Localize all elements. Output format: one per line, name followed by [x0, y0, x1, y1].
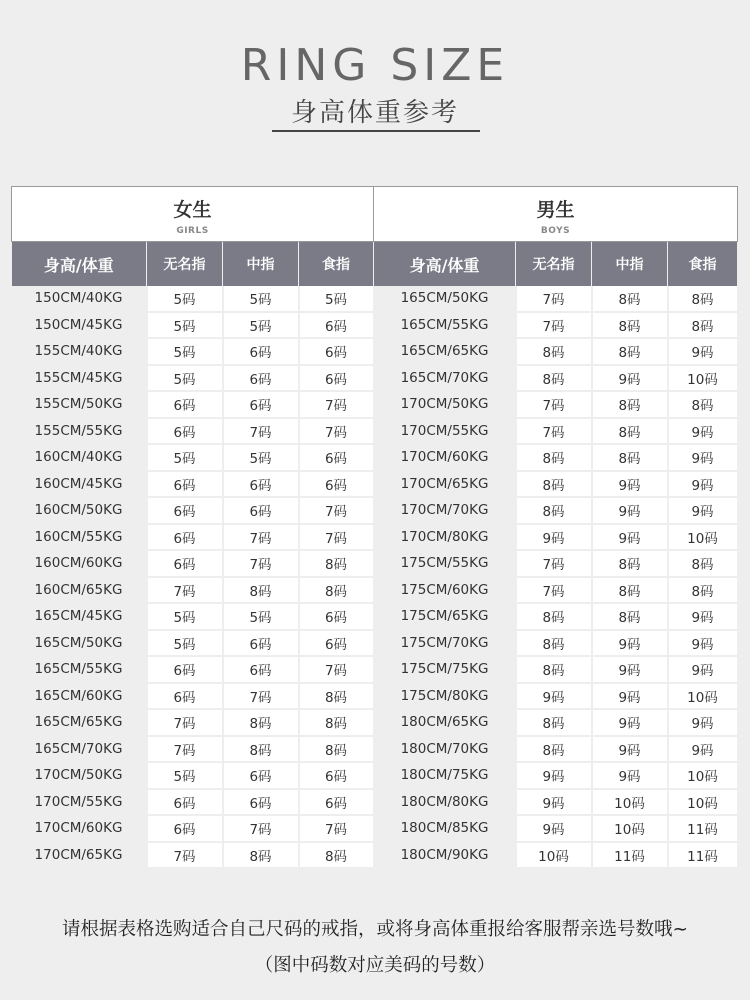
boys-height-weight-cell: 170CM/65KG — [374, 471, 516, 498]
girls-size-cell: 7码 — [147, 577, 223, 604]
boys-size-cell: 8码 — [592, 577, 668, 604]
table-row — [12, 418, 738, 445]
table-row — [12, 524, 738, 551]
girls-size-cell: 7码 — [299, 815, 374, 842]
boys-size-cell: 10码 — [592, 815, 668, 842]
boys-size-cell: 9码 — [668, 603, 738, 630]
boys-height-weight-cell: 180CM/75KG — [374, 762, 516, 789]
boys-size-cell: 9码 — [592, 524, 668, 551]
boys-size-cell: 8码 — [516, 365, 592, 392]
col-header-height-weight: 身高/体重 — [12, 242, 147, 287]
boys-size-cell: 11码 — [592, 842, 668, 869]
table-row — [12, 338, 738, 365]
col-header-ring-finger: 无名指 — [147, 242, 223, 287]
boys-size-cell: 9码 — [592, 736, 668, 763]
girls-size-cell: 5码 — [147, 312, 223, 339]
boys-size-cell: 9码 — [668, 709, 738, 736]
boys-height-weight-cell: 165CM/65KG — [374, 338, 516, 365]
col-header-middle-finger: 中指 — [223, 242, 299, 287]
table-row — [12, 550, 738, 577]
girls-size-cell: 6码 — [147, 524, 223, 551]
girls-height-weight-cell: 165CM/45KG — [12, 603, 147, 630]
boys-size-cell: 7码 — [516, 286, 592, 312]
boys-height-weight-cell: 180CM/70KG — [374, 736, 516, 763]
boys-size-cell: 9码 — [668, 338, 738, 365]
table-row — [12, 471, 738, 498]
boys-height-weight-cell: 170CM/55KG — [374, 418, 516, 445]
girls-size-cell: 8码 — [223, 577, 299, 604]
girls-size-cell: 6码 — [147, 683, 223, 710]
girls-height-weight-cell: 160CM/40KG — [12, 444, 147, 471]
boys-size-cell: 9码 — [516, 683, 592, 710]
boys-size-cell: 11码 — [668, 842, 738, 869]
boys-size-cell: 9码 — [516, 762, 592, 789]
boys-size-cell: 8码 — [516, 471, 592, 498]
girls-size-cell: 7码 — [223, 815, 299, 842]
boys-header — [374, 187, 738, 242]
page-title: RING SIZE — [240, 40, 510, 91]
size-table-container — [11, 186, 737, 869]
boys-height-weight-cell: 170CM/50KG — [374, 391, 516, 418]
boys-size-cell: 7码 — [516, 418, 592, 445]
girls-height-weight-cell: 170CM/60KG — [12, 815, 147, 842]
girls-height-weight-cell: 155CM/50KG — [12, 391, 147, 418]
girls-size-cell: 6码 — [299, 762, 374, 789]
table-row — [12, 577, 738, 604]
girls-size-cell: 6码 — [147, 789, 223, 816]
girls-size-cell: 5码 — [147, 286, 223, 312]
boys-height-weight-cell: 180CM/80KG — [374, 789, 516, 816]
girls-header — [12, 187, 374, 242]
boys-size-cell: 8码 — [516, 630, 592, 657]
table-row — [12, 683, 738, 710]
girls-size-cell: 7码 — [299, 391, 374, 418]
boys-size-cell: 9码 — [668, 497, 738, 524]
girls-height-weight-cell: 170CM/65KG — [12, 842, 147, 869]
boys-height-weight-cell: 165CM/55KG — [374, 312, 516, 339]
col-header-height-weight: 身高/体重 — [374, 242, 516, 287]
table-row — [12, 762, 738, 789]
boys-height-weight-cell: 170CM/60KG — [374, 444, 516, 471]
boys-label: 男生 — [536, 198, 575, 221]
girls-height-weight-cell: 165CM/70KG — [12, 736, 147, 763]
girls-size-cell: 5码 — [147, 603, 223, 630]
girls-size-cell: 5码 — [299, 286, 374, 312]
girls-size-cell: 8码 — [299, 550, 374, 577]
girls-height-weight-cell: 155CM/45KG — [12, 365, 147, 392]
girls-height-weight-cell: 150CM/40KG — [12, 286, 147, 312]
girls-size-cell: 6码 — [223, 497, 299, 524]
boys-size-cell: 8码 — [668, 391, 738, 418]
boys-size-cell: 10码 — [592, 789, 668, 816]
girls-size-cell: 6码 — [223, 338, 299, 365]
girls-size-cell: 6码 — [147, 815, 223, 842]
footer-note-2: （图中码数对应美码的号数） — [254, 955, 496, 976]
boys-height-weight-cell: 180CM/85KG — [374, 815, 516, 842]
girls-size-cell: 8码 — [299, 709, 374, 736]
girls-size-cell: 6码 — [223, 630, 299, 657]
girls-size-cell: 8码 — [299, 842, 374, 869]
boys-size-cell: 9码 — [592, 656, 668, 683]
girls-height-weight-cell: 160CM/50KG — [12, 497, 147, 524]
girls-size-cell: 8码 — [223, 736, 299, 763]
girls-size-cell: 6码 — [147, 391, 223, 418]
girls-size-cell: 6码 — [299, 338, 374, 365]
boys-size-cell: 8码 — [668, 312, 738, 339]
table-row — [12, 656, 738, 683]
boys-size-cell: 7码 — [516, 312, 592, 339]
girls-height-weight-cell: 165CM/60KG — [12, 683, 147, 710]
girls-size-cell: 7码 — [223, 418, 299, 445]
girls-size-cell: 7码 — [299, 656, 374, 683]
boys-height-weight-cell: 180CM/90KG — [374, 842, 516, 869]
boys-size-cell: 10码 — [668, 789, 738, 816]
boys-size-cell: 9码 — [592, 471, 668, 498]
boys-height-weight-cell: 175CM/80KG — [374, 683, 516, 710]
boys-size-cell: 9码 — [516, 789, 592, 816]
footer-note: 请根据表格选购适合自己尺码的戒指，或将身高体重报给客服帮亲选号数哦~ — [61, 919, 688, 940]
boys-size-cell: 7码 — [516, 550, 592, 577]
boys-size-cell: 8码 — [592, 391, 668, 418]
girls-size-cell: 6码 — [223, 762, 299, 789]
page-subtitle: 身高体重参考 — [290, 98, 459, 128]
boys-size-cell: 9码 — [592, 683, 668, 710]
boys-size-cell: 8码 — [592, 312, 668, 339]
boys-size-cell: 8码 — [668, 577, 738, 604]
girls-size-cell: 7码 — [299, 497, 374, 524]
table-row — [12, 736, 738, 763]
col-header-ring-finger: 无名指 — [516, 242, 592, 287]
boys-size-cell: 8码 — [516, 497, 592, 524]
girls-size-cell: 6码 — [147, 550, 223, 577]
title-underline — [272, 130, 480, 132]
girls-size-cell: 5码 — [147, 762, 223, 789]
table-row — [12, 842, 738, 869]
boys-size-cell: 9码 — [668, 656, 738, 683]
girls-size-cell: 7码 — [223, 524, 299, 551]
table-row — [12, 312, 738, 339]
table-row — [12, 444, 738, 471]
boys-height-weight-cell: 175CM/65KG — [374, 603, 516, 630]
girls-size-cell: 6码 — [299, 312, 374, 339]
boys-height-weight-cell: 175CM/60KG — [374, 577, 516, 604]
table-row — [12, 630, 738, 657]
girls-label-en: GIRLS — [176, 225, 209, 236]
boys-size-cell: 10码 — [668, 762, 738, 789]
girls-size-cell: 7码 — [147, 842, 223, 869]
girls-size-cell: 5码 — [223, 444, 299, 471]
girls-size-cell: 7码 — [147, 709, 223, 736]
boys-size-cell: 8码 — [592, 418, 668, 445]
table-row — [12, 391, 738, 418]
girls-size-cell: 6码 — [299, 603, 374, 630]
girls-height-weight-cell: 165CM/50KG — [12, 630, 147, 657]
boys-size-cell: 8码 — [592, 338, 668, 365]
boys-height-weight-cell: 175CM/75KG — [374, 656, 516, 683]
girls-height-weight-cell: 160CM/55KG — [12, 524, 147, 551]
size-table — [11, 186, 739, 869]
boys-size-cell: 9码 — [592, 497, 668, 524]
col-header-index-finger: 食指 — [299, 242, 374, 287]
boys-size-cell: 8码 — [592, 444, 668, 471]
boys-size-cell: 9码 — [592, 762, 668, 789]
boys-size-cell: 8码 — [592, 603, 668, 630]
boys-size-cell: 9码 — [668, 471, 738, 498]
girls-height-weight-cell: 165CM/65KG — [12, 709, 147, 736]
girls-height-weight-cell: 170CM/50KG — [12, 762, 147, 789]
girls-size-cell: 5码 — [223, 603, 299, 630]
girls-height-weight-cell: 160CM/60KG — [12, 550, 147, 577]
table-row — [12, 286, 738, 312]
table-row — [12, 365, 738, 392]
boys-size-cell: 9码 — [592, 630, 668, 657]
girls-size-cell: 6码 — [299, 471, 374, 498]
boys-size-cell: 8码 — [516, 338, 592, 365]
boys-height-weight-cell: 175CM/70KG — [374, 630, 516, 657]
girls-size-cell: 6码 — [223, 365, 299, 392]
girls-size-cell: 6码 — [223, 656, 299, 683]
girls-size-cell: 5码 — [147, 444, 223, 471]
girls-size-cell: 6码 — [147, 418, 223, 445]
boys-size-cell: 8码 — [592, 286, 668, 312]
boys-size-cell: 8码 — [668, 286, 738, 312]
girls-size-cell: 5码 — [223, 312, 299, 339]
boys-size-cell: 11码 — [668, 815, 738, 842]
girls-label: 女生 — [173, 198, 212, 221]
girls-size-cell: 6码 — [147, 656, 223, 683]
boys-size-cell: 7码 — [516, 577, 592, 604]
girls-size-cell: 8码 — [299, 577, 374, 604]
girls-size-cell: 8码 — [223, 842, 299, 869]
girls-size-cell: 6码 — [223, 391, 299, 418]
girls-size-cell: 7码 — [223, 550, 299, 577]
boys-size-cell: 10码 — [668, 365, 738, 392]
boys-size-cell: 10码 — [668, 524, 738, 551]
girls-size-cell: 6码 — [299, 365, 374, 392]
girls-size-cell: 5码 — [147, 630, 223, 657]
boys-size-cell: 9码 — [592, 709, 668, 736]
girls-height-weight-cell: 160CM/45KG — [12, 471, 147, 498]
table-row — [12, 603, 738, 630]
boys-height-weight-cell: 175CM/55KG — [374, 550, 516, 577]
boys-size-cell: 8码 — [668, 550, 738, 577]
girls-size-cell: 6码 — [299, 630, 374, 657]
boys-height-weight-cell: 180CM/65KG — [374, 709, 516, 736]
girls-size-cell: 6码 — [147, 497, 223, 524]
table-row — [12, 789, 738, 816]
boys-height-weight-cell: 170CM/80KG — [374, 524, 516, 551]
girls-size-cell: 7码 — [299, 524, 374, 551]
table-row — [12, 497, 738, 524]
boys-size-cell: 8码 — [516, 736, 592, 763]
girls-size-cell: 8码 — [299, 683, 374, 710]
boys-size-cell: 9码 — [516, 815, 592, 842]
girls-height-weight-cell: 165CM/55KG — [12, 656, 147, 683]
girls-height-weight-cell: 170CM/55KG — [12, 789, 147, 816]
boys-label-en: BOYS — [540, 225, 571, 236]
boys-size-cell: 9码 — [668, 630, 738, 657]
boys-size-cell: 10码 — [668, 683, 738, 710]
girls-size-cell: 5码 — [223, 286, 299, 312]
boys-height-weight-cell: 165CM/70KG — [374, 365, 516, 392]
boys-size-cell: 8码 — [592, 550, 668, 577]
girls-size-cell: 5码 — [147, 338, 223, 365]
col-header-middle-finger: 中指 — [592, 242, 668, 287]
girls-size-cell: 7码 — [299, 418, 374, 445]
girls-size-cell: 8码 — [299, 736, 374, 763]
girls-height-weight-cell: 155CM/40KG — [12, 338, 147, 365]
size-table-body — [12, 286, 738, 868]
girls-size-cell: 7码 — [223, 683, 299, 710]
boys-height-weight-cell: 170CM/70KG — [374, 497, 516, 524]
boys-size-cell: 9码 — [516, 524, 592, 551]
boys-size-cell: 9码 — [668, 444, 738, 471]
girls-height-weight-cell: 160CM/65KG — [12, 577, 147, 604]
boys-size-cell: 10码 — [516, 842, 592, 869]
girls-height-weight-cell: 150CM/45KG — [12, 312, 147, 339]
girls-height-weight-cell: 155CM/55KG — [12, 418, 147, 445]
girls-size-cell: 6码 — [299, 789, 374, 816]
girls-size-cell: 7码 — [147, 736, 223, 763]
boys-size-cell: 8码 — [516, 444, 592, 471]
boys-size-cell: 9码 — [668, 418, 738, 445]
boys-size-cell: 9码 — [668, 736, 738, 763]
boys-size-cell: 9码 — [592, 365, 668, 392]
girls-size-cell: 6码 — [223, 789, 299, 816]
col-header-index-finger: 食指 — [668, 242, 738, 287]
girls-size-cell: 6码 — [147, 471, 223, 498]
boys-size-cell: 8码 — [516, 709, 592, 736]
girls-size-cell: 6码 — [223, 471, 299, 498]
boys-size-cell: 7码 — [516, 391, 592, 418]
boys-size-cell: 8码 — [516, 656, 592, 683]
girls-size-cell: 6码 — [299, 444, 374, 471]
table-row — [12, 709, 738, 736]
boys-height-weight-cell: 165CM/50KG — [374, 286, 516, 312]
table-row — [12, 815, 738, 842]
boys-size-cell: 8码 — [516, 603, 592, 630]
girls-size-cell: 8码 — [223, 709, 299, 736]
girls-size-cell: 5码 — [147, 365, 223, 392]
